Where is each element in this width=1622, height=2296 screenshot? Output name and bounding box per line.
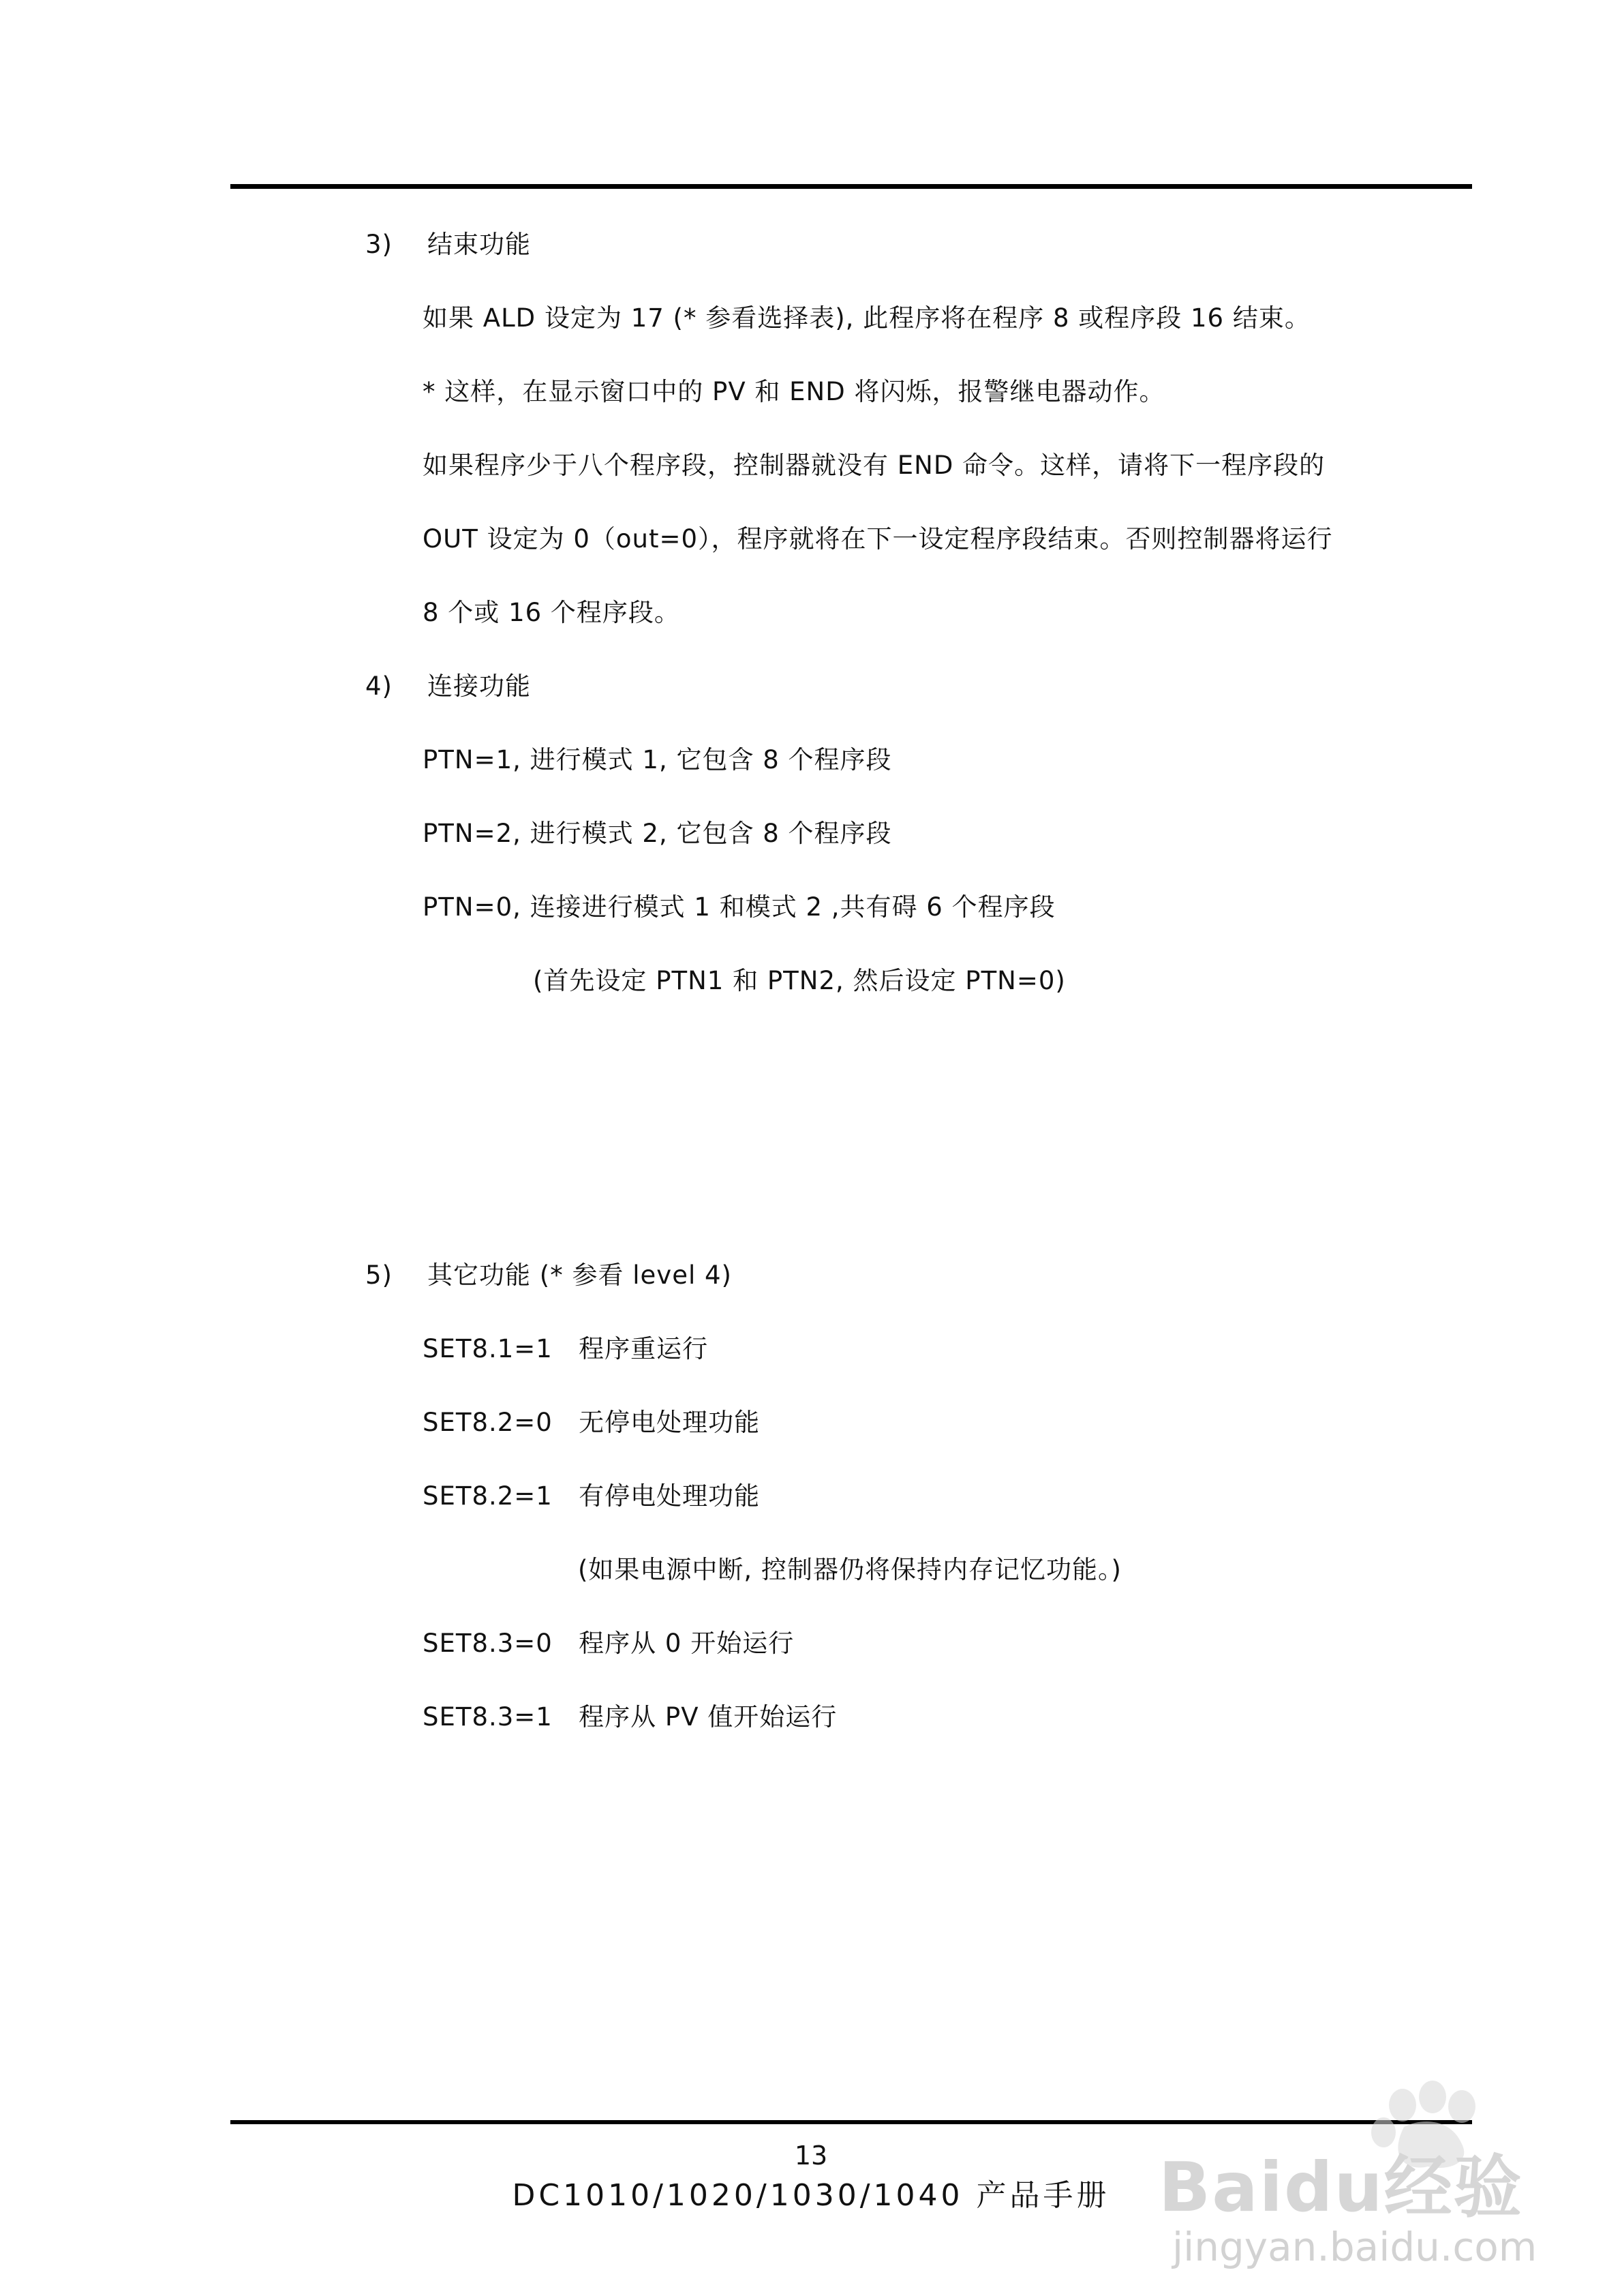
section-4-heading <box>365 671 531 701</box>
section-3-heading <box>365 230 531 260</box>
setting-code: SET8.2=0 <box>423 1408 553 1437</box>
paragraph-line: 如果 ALD 设定为 17 (* 参看选择表), 此程序将在程序 8 或程序段 16 结束。 <box>423 303 1311 333</box>
paragraph-line: 8 个或 16 个程序段。 <box>423 598 680 627</box>
section-number: 5) <box>365 1260 393 1290</box>
setting-desc: 程序从 PV 值开始运行 <box>579 1702 838 1732</box>
setting-row <box>423 1408 760 1438</box>
page-number: 13 <box>794 2141 828 2171</box>
watermark-brand: Baidu经验 <box>1159 2147 1523 2227</box>
note-line: (首先设定 PTN1 和 PTN2, 然后设定 PTN=0) <box>533 966 1066 995</box>
section-title: 连接功能 <box>427 671 532 701</box>
paragraph-line: PTN=1, 进行模式 1, 它包含 8 个程序段 <box>423 745 892 774</box>
setting-row <box>423 1629 794 1659</box>
watermark-url: jingyan.baidu.com <box>1172 2224 1537 2270</box>
setting-code: SET8.1=1 <box>423 1334 553 1363</box>
section-5-heading <box>365 1260 732 1290</box>
setting-code: SET8.3=0 <box>423 1629 553 1658</box>
paragraph-line: PTN=2, 进行模式 2, 它包含 8 个程序段 <box>423 819 892 848</box>
setting-code: SET8.3=1 <box>423 1702 553 1732</box>
setting-row <box>423 1702 837 1732</box>
section-title: 其它功能 (* 参看 level 4) <box>427 1260 732 1290</box>
setting-desc: 程序从 0 开始运行 <box>579 1629 795 1658</box>
setting-code: SET8.2=1 <box>423 1481 553 1511</box>
note-line: (如果电源中断, 控制器仍将保持内存记忆功能。) <box>578 1555 1122 1584</box>
section-number: 3) <box>365 230 393 259</box>
paragraph-line: 如果程序少于八个程序段，控制器就没有 END 命令。这样，请将下一程序段的 <box>423 451 1326 480</box>
setting-desc: 有停电处理功能 <box>579 1481 761 1511</box>
section-number: 4) <box>365 671 393 701</box>
paragraph-line: OUT 设定为 0（out=0），程序就将在下一设定程序段结束。否则控制器将运行 <box>423 524 1333 554</box>
setting-desc: 无停电处理功能 <box>579 1408 761 1437</box>
paragraph-line: PTN=0, 连接进行模式 1 和模式 2 ,共有碍 6 个程序段 <box>423 892 1056 922</box>
setting-row <box>423 1334 708 1364</box>
setting-desc: 程序重运行 <box>579 1334 709 1363</box>
setting-row <box>423 1481 760 1511</box>
paragraph-line: * 这样，在显示窗口中的 PV 和 END 将闪烁，报警继电器动作。 <box>423 377 1165 406</box>
manual-title: DC1010/1020/1030/1040 产品手册 <box>512 2178 1110 2213</box>
section-title: 结束功能 <box>427 230 532 259</box>
header-rule <box>230 184 1472 189</box>
